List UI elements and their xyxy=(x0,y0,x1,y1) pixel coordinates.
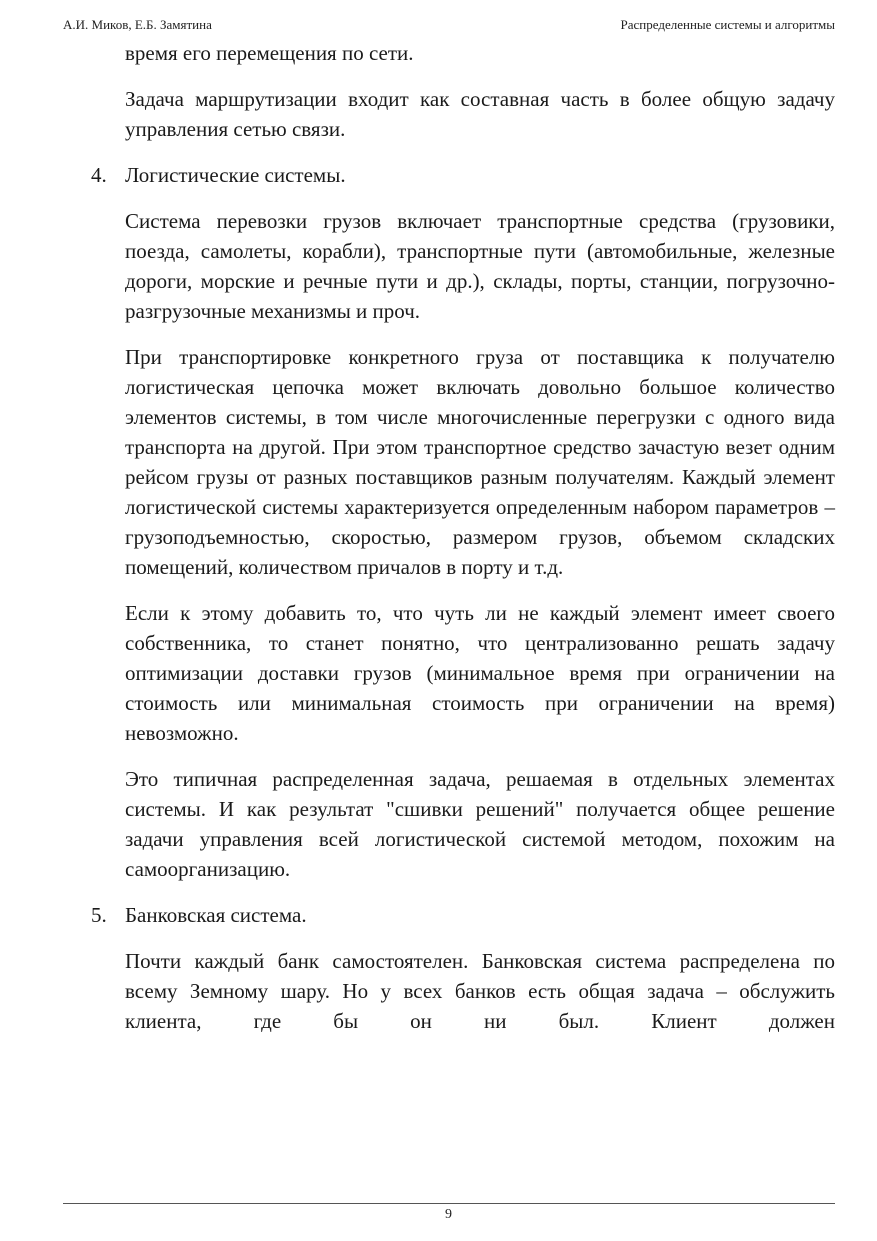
header-authors: А.И. Миков, Е.Б. Замятина xyxy=(63,17,212,32)
list-item-banking xyxy=(91,900,835,930)
paragraph-continuation: время его перемещения по сети. xyxy=(125,41,414,65)
list-item-number: 4. xyxy=(91,163,107,187)
paragraph-distributed-task: Это типичная распределенная задача, решаемая в отдельных элементах системы. И как результат "сшивки решений" получается общее решение задачи управления всей логистической системой методом, похожим на самоорганизацию. xyxy=(125,767,835,881)
header-book-title: Распределенные системы и алгоритмы xyxy=(620,17,835,32)
list-item-logistics xyxy=(91,160,835,190)
paragraph-cargo-system: Система перевозки грузов включает транспортные средства (грузовики, поезда, самолеты, корабли), транспортные пути (автомобильные, железные дороги, морские и речные пути и др.), склады, порты, станции, погрузочно-разгрузочные механизмы и проч. xyxy=(125,209,835,323)
paragraph-optimization: Если к этому добавить то, что чуть ли не каждый элемент имеет своего собственника, то станет понятно, что централизованно решать задачу оптимизации доставки грузов (минимальное время при ограничении на стоимость или минимальная стоимость при ограничении на время) невозможно. xyxy=(125,601,835,745)
footer-divider xyxy=(63,1203,835,1204)
paragraph-routing-task: Задача маршрутизации входит как составная часть в более общую задачу управления сетью связи. xyxy=(125,87,835,141)
paragraph-transportation: При транспортировке конкретного груза от поставщика к получателю логистическая цепочка может включать довольно большое количество элементов системы, в том числе многочисленные перегрузки с одного вида транспорта на другой. При этом транспортное средство зачастую везет одним рейсом грузы от разных поставщиков разным получателям. Каждый элемент логистической системы характеризуется определенным набором параметров – грузоподъемностью, скоростью, размером грузов, объемом складских помещений, количеством причалов в порту и т.д. xyxy=(125,345,835,579)
list-item-title: Логистические системы. xyxy=(125,163,346,187)
paragraph-banks: Почти каждый банк самостоятелен. Банковская система распределена по всему Земному шару. Но у всех банков есть общая задача – обслужить клиента, где бы он ни был. Клиент должен xyxy=(125,949,835,1033)
page-number: 9 xyxy=(445,1207,452,1222)
running-header xyxy=(63,17,835,35)
list-item-number: 5. xyxy=(91,903,107,927)
list-item-title: Банковская система. xyxy=(125,903,307,927)
page-body xyxy=(91,38,835,1052)
